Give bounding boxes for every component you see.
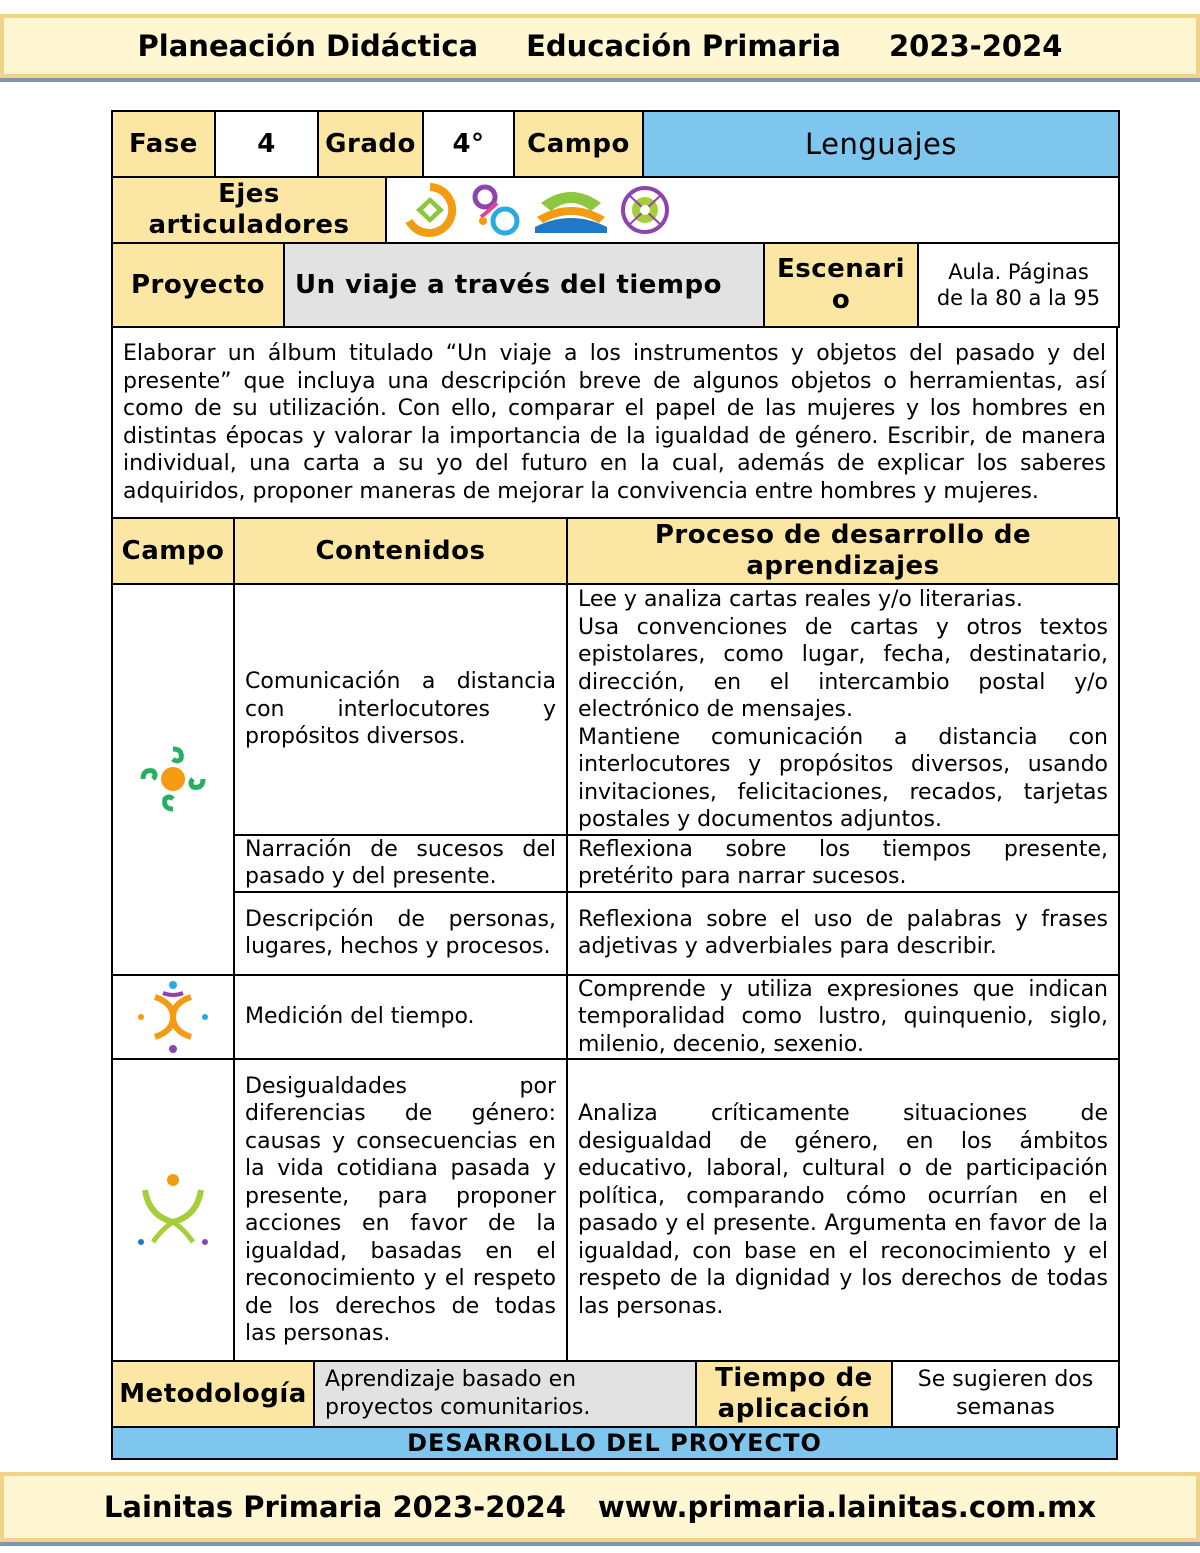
project-description: Elaborar un álbum titulado “Un viaje a los instrumentos y objetos del pasado y del presente” que incluya una descripción breve de algunos objetos o herramientas, así como de su utilización. Con ello, comparar el papel de las mujeres y los hombres en distintas épocas y valorar la importancia de la igualdad de género. Escribir, de manera individual, una carta a su yo del futuro en la cual, además de explicar los saberes adquiridos, proponer maneras de mejorar la convivencia entre hombres y mujeres. [112,327,1117,518]
vida-saludable-icon [533,183,609,237]
contenido-cell: Comunicación a distancia con interlocutores y propósitos diversos. [234,584,567,835]
col-contenidos-header: Contenidos [234,518,567,584]
descripcion-table [111,326,1118,519]
tiempo-value: Se sugieren dos semanas [892,1361,1119,1427]
col-proceso-header: Proceso de desarrollo de aprendizajes [567,518,1119,584]
lenguajes-icon [135,741,211,817]
metodologia-label: Metodología [112,1361,314,1427]
header-title: Planeación Didáctica [137,29,479,63]
ejes-icons [386,177,1119,243]
planning-sheet [111,110,1118,1460]
proceso-cell: Comprende y utiliza expresiones que indican temporalidad como lustro, quinquenio, siglo, milenio, decenio, sexenio. [567,975,1119,1060]
proyecto-label: Proyecto [112,243,284,327]
contenido-cell: Medición del tiempo. [234,975,567,1060]
table-row [112,1059,1119,1361]
footer-banner [0,1472,1200,1542]
proceso-item: Usa convenciones de cartas y otros textos epistolares, como lugar, fecha, destinatario, dirección, en el intercambio postal y/o electrónico de mensajes. [578,614,1108,722]
campo-icon-cell [112,584,234,975]
info-table [111,110,1120,178]
table-row [112,975,1119,1060]
proceso-cell: Reflexiona sobre los tiempos presente, pretérito para narrar sucesos. [567,835,1119,892]
escenario-label: Escenario [764,243,918,327]
grado-label: Grado [318,111,423,177]
footer-url: www.primaria.lainitas.com.mx [597,1490,1097,1524]
campo-icon-cell [112,1059,234,1361]
proceso-item: Lee y analiza cartas reales y/o literarias. [578,587,1023,612]
header-banner [0,14,1200,78]
fase-label: Fase [112,111,215,177]
escenario-value: Aula. Páginas de la 80 a la 95 [918,243,1119,327]
ejes-table [111,176,1120,244]
campo-value: Lenguajes [643,111,1119,177]
grado-value: 4° [423,111,514,177]
table-header-row [112,518,1119,584]
contenido-cell: Desigualdades por diferencias de género: causas y consecuencias en la vida cotidiana pasada y presente, para proponer acciones en favor de la igualdad, basadas en el reconocimiento y el respeto de los derechos de todas las personas. [234,1059,567,1361]
campo-label: Campo [514,111,643,177]
proceso-item: Mantiene comunicación a distancia con interlocutores y propósitos diversos, usando invitaciones, felicitaciones, recados, tarjetas postales y documentos adjuntos. [578,724,1108,832]
metodologia-table [111,1360,1120,1428]
proceso-cell: Analiza críticamente situaciones de desigualdad de género, en los ámbitos educativo, laboral, cultural o de participación política, comparando cómo ocurrían en el pasado y el presente. Argumenta en favor de la igualdad, con base en el reconocimiento y el respeto de la dignidad y los derechos de todas las personas. [567,1059,1119,1361]
proceso-cell [567,584,1119,835]
interculturalidad-icon [467,183,525,237]
etica-icon [135,1172,211,1248]
contenido-cell: Descripción de personas, lugares, hechos y procesos. [234,892,567,975]
contenido-cell: Narración de sucesos del pasado y del presente. [234,835,567,892]
table-row [112,584,1119,835]
ejes-label: Ejes articuladores [112,177,386,243]
header-level: Educación Primaria [526,29,841,63]
col-campo-header: Campo [112,518,234,584]
table-row [112,892,1119,975]
saberes-icon [135,979,211,1055]
pensamiento-critico-icon [617,183,673,237]
footer-brand: Lainitas Primaria 2023-2024 [103,1490,566,1524]
proceso-cell: Reflexiona sobre el uso de palabras y frases adjetivas y adverbiales para describir. [567,892,1119,975]
desarrollo-heading: DESARROLLO DEL PROYECTO [112,1427,1117,1459]
proyecto-value: Un viaje a través del tiempo [284,243,764,327]
campo-icon-cell [112,975,234,1060]
header-year: 2023-2024 [888,29,1063,63]
table-row [112,835,1119,892]
inclusion-icon [401,183,459,237]
tiempo-label: Tiempo de aplicación [696,1361,892,1427]
metodologia-value: Aprendizaje basado en proyectos comunitarios. [314,1361,696,1427]
proyecto-table [111,242,1120,328]
desarrollo-table [111,1426,1118,1460]
contenidos-table [111,517,1120,1362]
fase-value: 4 [215,111,318,177]
